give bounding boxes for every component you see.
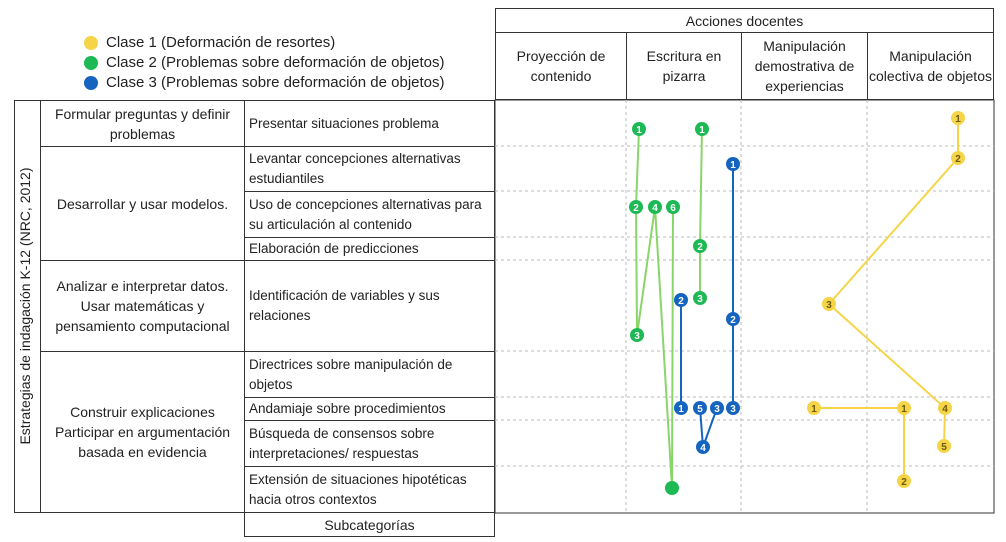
marker-label: 1 bbox=[811, 404, 817, 415]
clase-2-path bbox=[636, 129, 702, 488]
legend-label: Clase 1 (Deformación de resortes) bbox=[106, 34, 336, 51]
marker-clase-1 bbox=[897, 401, 911, 415]
marker-label: 1 bbox=[636, 125, 642, 136]
marker-clase-2-end bbox=[665, 481, 679, 495]
marker-label: 2 bbox=[678, 296, 684, 307]
marker-label: 2 bbox=[901, 477, 907, 488]
marker-label: 1 bbox=[730, 160, 736, 171]
plot-border bbox=[495, 100, 994, 513]
clase-2-line bbox=[700, 129, 702, 298]
marker-clase-2 bbox=[666, 200, 680, 214]
marker-label: 2 bbox=[633, 203, 639, 214]
marker-label: 3 bbox=[730, 404, 736, 415]
marker-clase-3 bbox=[674, 293, 688, 307]
marker-label: 4 bbox=[700, 443, 706, 454]
marker-clase-1 bbox=[937, 439, 951, 453]
footer-label-text: Subcategorías bbox=[324, 516, 415, 533]
marker-label: 4 bbox=[652, 203, 658, 214]
clase-1-markers bbox=[807, 111, 965, 488]
marker-clase-3 bbox=[726, 157, 740, 171]
marker-clase-1 bbox=[822, 297, 836, 311]
header-group-title-text: Acciones docentes bbox=[685, 12, 804, 29]
marker-label: 1 bbox=[955, 114, 961, 125]
marker-clase-1 bbox=[807, 401, 821, 415]
category-text: Construir explicaciones Participar en argumentación basada en evidencia bbox=[54, 404, 231, 460]
category-text: Formular preguntas y definir problemas bbox=[54, 105, 231, 142]
marker-clase-3 bbox=[696, 440, 710, 454]
subcategory-text: Elaboración de predicciones bbox=[249, 241, 419, 256]
marker-label: 1 bbox=[699, 125, 705, 136]
marker-clase-2 bbox=[648, 200, 662, 214]
marker-label: 5 bbox=[941, 442, 947, 453]
marker-clase-1 bbox=[938, 401, 952, 415]
marker-clase-2 bbox=[632, 122, 646, 136]
clase-3-markers bbox=[674, 157, 740, 454]
subcategory-text: Identificación de variables y sus relaciones bbox=[249, 288, 440, 323]
clase-1-line bbox=[814, 408, 904, 481]
marker-label: 5 bbox=[697, 404, 703, 415]
marker-clase-3 bbox=[710, 401, 724, 415]
side-title: Estrategias de indagación K-12 (NRC, 2012) bbox=[17, 167, 33, 445]
marker-label: 2 bbox=[697, 242, 703, 253]
marker-clase-3 bbox=[674, 401, 688, 415]
marker-label: 2 bbox=[955, 154, 961, 165]
category-text: Analizar e interpretar datos. Usar matemáticas y pensamiento computacional bbox=[55, 278, 230, 334]
marker-label: 3 bbox=[826, 300, 832, 311]
column-header-text: Manipulación colectiva de objetos bbox=[869, 48, 992, 84]
marker-label: 4 bbox=[942, 404, 948, 415]
marker-clase-3 bbox=[726, 312, 740, 326]
subcategory-text: Directrices sobre manipulación de objetos bbox=[249, 356, 453, 392]
subcategory-text: Andamiaje sobre procedimientos bbox=[249, 401, 446, 416]
column-header-text: Escritura en pizarra bbox=[646, 48, 722, 84]
marker-label: 1 bbox=[901, 404, 907, 415]
marker-clase-2 bbox=[630, 328, 644, 342]
marker-clase-2 bbox=[693, 291, 707, 305]
subcategory-text: Extensión de situaciones hipotéticas hacia otros contextos bbox=[249, 471, 467, 507]
marker-clase-2 bbox=[695, 122, 709, 136]
marker-clase-1 bbox=[951, 111, 965, 125]
marker-label: 6 bbox=[670, 203, 676, 214]
subcategory-text: Uso de concepciones alternativas para su articulación al contenido bbox=[249, 196, 482, 232]
marker-clase-3 bbox=[693, 401, 707, 415]
marker-label: 3 bbox=[714, 404, 720, 415]
marker-clase-3 bbox=[726, 401, 740, 415]
clase-2-line bbox=[636, 129, 673, 488]
legend-label: Clase 3 (Problemas sobre deformación de objetos) bbox=[106, 74, 445, 91]
category-text: Desarrollar y usar modelos. bbox=[56, 195, 229, 212]
legend-label: Clase 2 (Problemas sobre deformación de objetos) bbox=[106, 54, 445, 71]
clase-3-path bbox=[681, 164, 733, 447]
marker-label: 2 bbox=[730, 315, 736, 326]
column-header-text: Proyección de contenido bbox=[516, 48, 606, 84]
marker-clase-2 bbox=[693, 239, 707, 253]
clase-1-path bbox=[814, 118, 958, 481]
marker-label: 1 bbox=[678, 404, 684, 415]
marker-clase-1 bbox=[951, 151, 965, 165]
subcategory-text: Búsqueda de consensos sobre interpretaciones/ respuestas bbox=[249, 425, 435, 461]
subcategory-text: Presentar situaciones problema bbox=[249, 115, 439, 131]
marker-label: 3 bbox=[634, 331, 640, 342]
marker-label: 3 bbox=[697, 294, 703, 305]
column-header-text: Manipulación demostrativa de experiencias bbox=[754, 38, 855, 94]
marker-clase-2 bbox=[629, 200, 643, 214]
marker-clase-1 bbox=[897, 474, 911, 488]
subcategory-text: Levantar concepciones alternativas estudiantiles bbox=[249, 151, 461, 186]
